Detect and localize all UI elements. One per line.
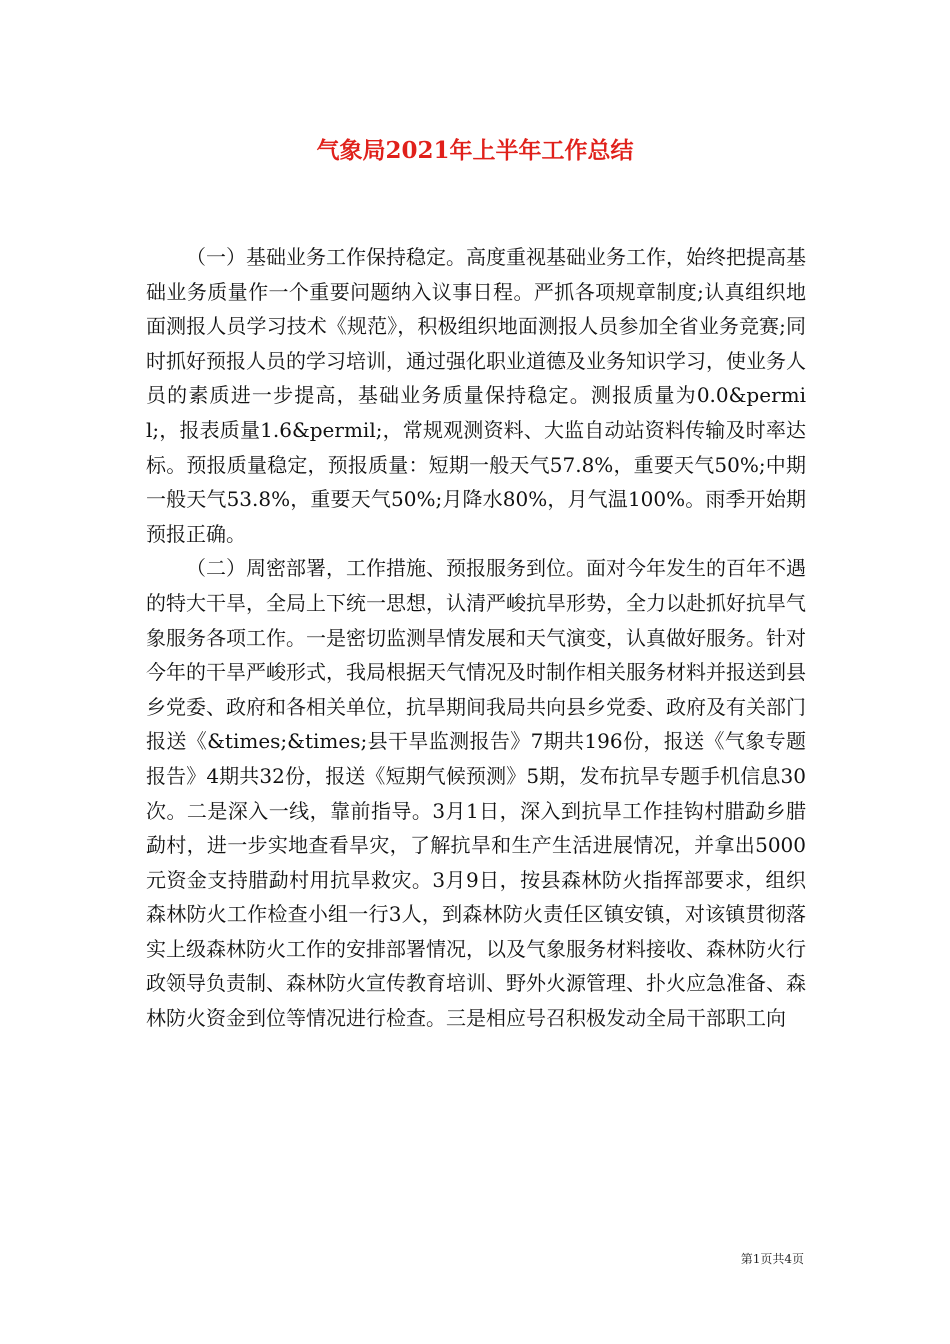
paragraph-1: （一）基础业务工作保持稳定。高度重视基础业务工作，始终把提高基础业务质量作一个重要问题纳入议事日程。严抓各项规章制度;认真组织地面测报人员学习技术《规范》，积极组织地面测报人员参加全省业务竞赛;同时抓好预报人员的学习培训，通过强化职业道德及业务知识学习，使业务人员的素质进一步提高，基础业务质量保持稳定。测报质量为0.0&permil;，报表质量1.6&permil;，常规观测资料、大监自动站资料传输及时率达标。预报质量稳定，预报质量：短期一般天气57.8%，重要天气50%;中期一般天气53.8%，重要天气50%;月降水80%，月气温100%。雨季开始期预报正确。 <box>146 245 806 546</box>
document-body <box>146 240 806 1036</box>
paragraph-2: （二）周密部署，工作措施、预报服务到位。面对今年发生的百年不遇的特大干旱，全局上下统一思想，认清严峻抗旱形势，全力以赴抓好抗旱气象服务各项工作。一是密切监测旱情发展和天气演变，认真做好服务。针对今年的干旱严峻形式，我局根据天气情况及时制作相关服务材料并报送到县乡党委、政府和各相关单位，抗旱期间我局共向县乡党委、政府及有关部门报送《&times;&times;县干旱监测报告》7期共196份，报送《气象专题报告》4期共32份，报送《短期气候预测》5期，发布抗旱专题手机信息30次。二是深入一线，靠前指导。3月1日，深入到抗旱工作挂钩村腊勐乡腊勐村，进一步实地查看旱灾，了解抗旱和生产生活进展情况，并拿出5000元资金支持腊勐村用抗旱救灾。3月9日，按县森林防火指挥部要求，组织森林防火工作检查小组一行3人，到森林防火责任区镇安镇，对该镇贯彻落实上级森林防火工作的安排部署情况，以及气象服务材料接收、森林防火行政领导负责制、森林防火宣传教育培训、野外火源管理、扑火应急准备、森林防火资金到位等情况进行检查。三是相应号召积极发动全局干部职工向 <box>146 556 806 1031</box>
document-title: 气象局2021年上半年工作总结 <box>316 137 634 164</box>
page-number: 第1页共4页 <box>740 1252 804 1266</box>
